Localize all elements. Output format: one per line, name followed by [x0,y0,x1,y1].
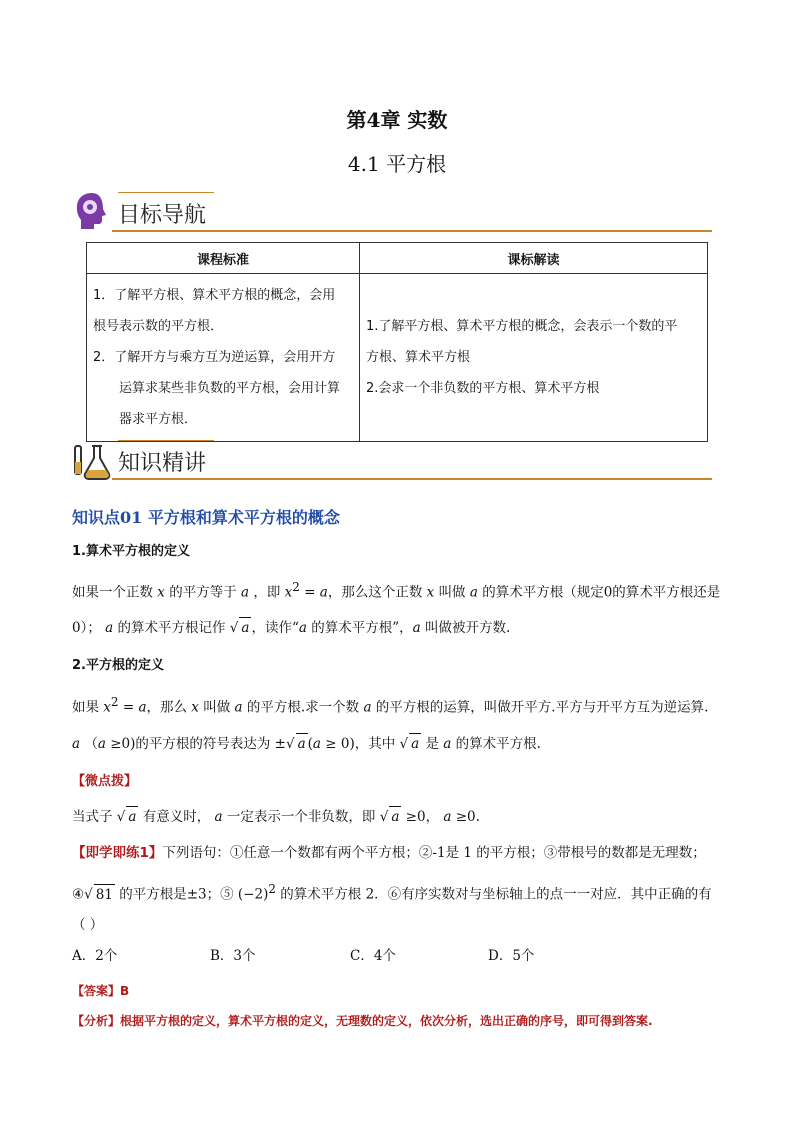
def2-line-2: a （a ≥0)的平方根的符号表达为 ±√ a (a ≥ 0)，其中 √ a 是 a 的算术平方根. [72,733,724,754]
def1-title: 1.算术平方根的定义 [72,544,190,559]
std-line-4: 运算求某些非负数的平方根，会用计算 [119,381,341,396]
exercise-paren: （ ） [72,917,104,933]
option-c: C．4个 [350,948,396,964]
brain-head-icon [72,190,112,232]
std-line-3: 2．了解开方与乘方互为逆运算，会用开方 [93,350,336,365]
answer-label: 【答案】 [72,984,121,998]
table-cell-standard [87,274,360,442]
option-d: D．5个 [488,948,535,964]
std-line-5: 器求平方根． [119,412,198,427]
tip-label: 【微点拨】 [72,774,138,789]
answer-value: B [120,984,130,998]
std-line-2: 根号表示数的平方根． [93,319,224,334]
option-a: A．2个 [72,948,118,964]
analysis-text: 根据平方根的定义，算术平方根的定义，无理数的定义，依次分析，选出正确的序号，即可得到答案. [120,1014,653,1028]
analysis-line [72,1012,732,1029]
exercise-line-2: ④√ 81 的平方根是±3；⑤ $(-2)^2$ 的算术平方根 2．⑥有序实数对与坐标轴上的点一一对应．其中正确的有 [72,882,712,903]
option-b: B．3个 [210,948,256,964]
interp-line-2: 方根、算术平方根 [366,350,471,365]
section-title: 4.1 平方根 [347,152,447,176]
curriculum-table [86,242,708,442]
tip-text: 当式子 √ a 有意义时， a 一定表示一个非负数，即 √ a ≥0， a ≥0. [72,806,724,827]
goal-navigation-banner [72,192,712,236]
flask-icon [72,440,114,482]
knowledge-point-title: 知识点01 平方根和算术平方根的概念 [72,508,340,527]
exercise-line-1: 【即学即练1】下列语句：①任意一个数都有两个平方根；②-1是 1 的平方根；③带根号的数都是无理数； [72,845,706,861]
table-cell-interpretation [360,274,708,442]
def1-line-1: 如果一个正数 x 的平方等于 a ，即 $x^2 = a$，那么这个正数 x 叫做 a 的算术平方根（规定0的算术平方根还是 [72,580,721,601]
interp-line-3: 2.会求一个非负数的平方根、算术平方根 [366,381,600,396]
def2-line-1: 如果 $x^2 = a$，那么 x 叫做 a 的平方根.求一个数 a 的平方根的运算，叫做开平方.平方与开平方互为逆运算. [72,695,709,716]
exercise-label: 【即学即练1】 [72,845,163,861]
table-header-interpretation: 课标解读 [360,243,708,274]
answer-line [72,982,129,999]
knowledge-banner [72,440,712,484]
table-header-standard: 课程标准 [87,243,360,274]
chapter-title: 第4章 实数 [346,108,448,132]
std-line-1: 1．了解平方根、算术平方根的概念，会用 [93,288,336,303]
def2-title: 2.平方根的定义 [72,658,164,673]
interp-line-1: 1.了解平方根、算术平方根的概念，会表示一个数的平 [366,319,678,334]
banner-knowledge-label: 知识精讲 [118,451,207,476]
banner-goal-label: 目标导航 [118,203,207,228]
exercise-options [72,946,724,966]
def1-line-2: 0）； a 的算术平方根记作 √ a ，读作“a 的算术平方根”，a 叫做被开方数. [72,617,724,638]
analysis-label: 【分析】 [72,1014,121,1028]
